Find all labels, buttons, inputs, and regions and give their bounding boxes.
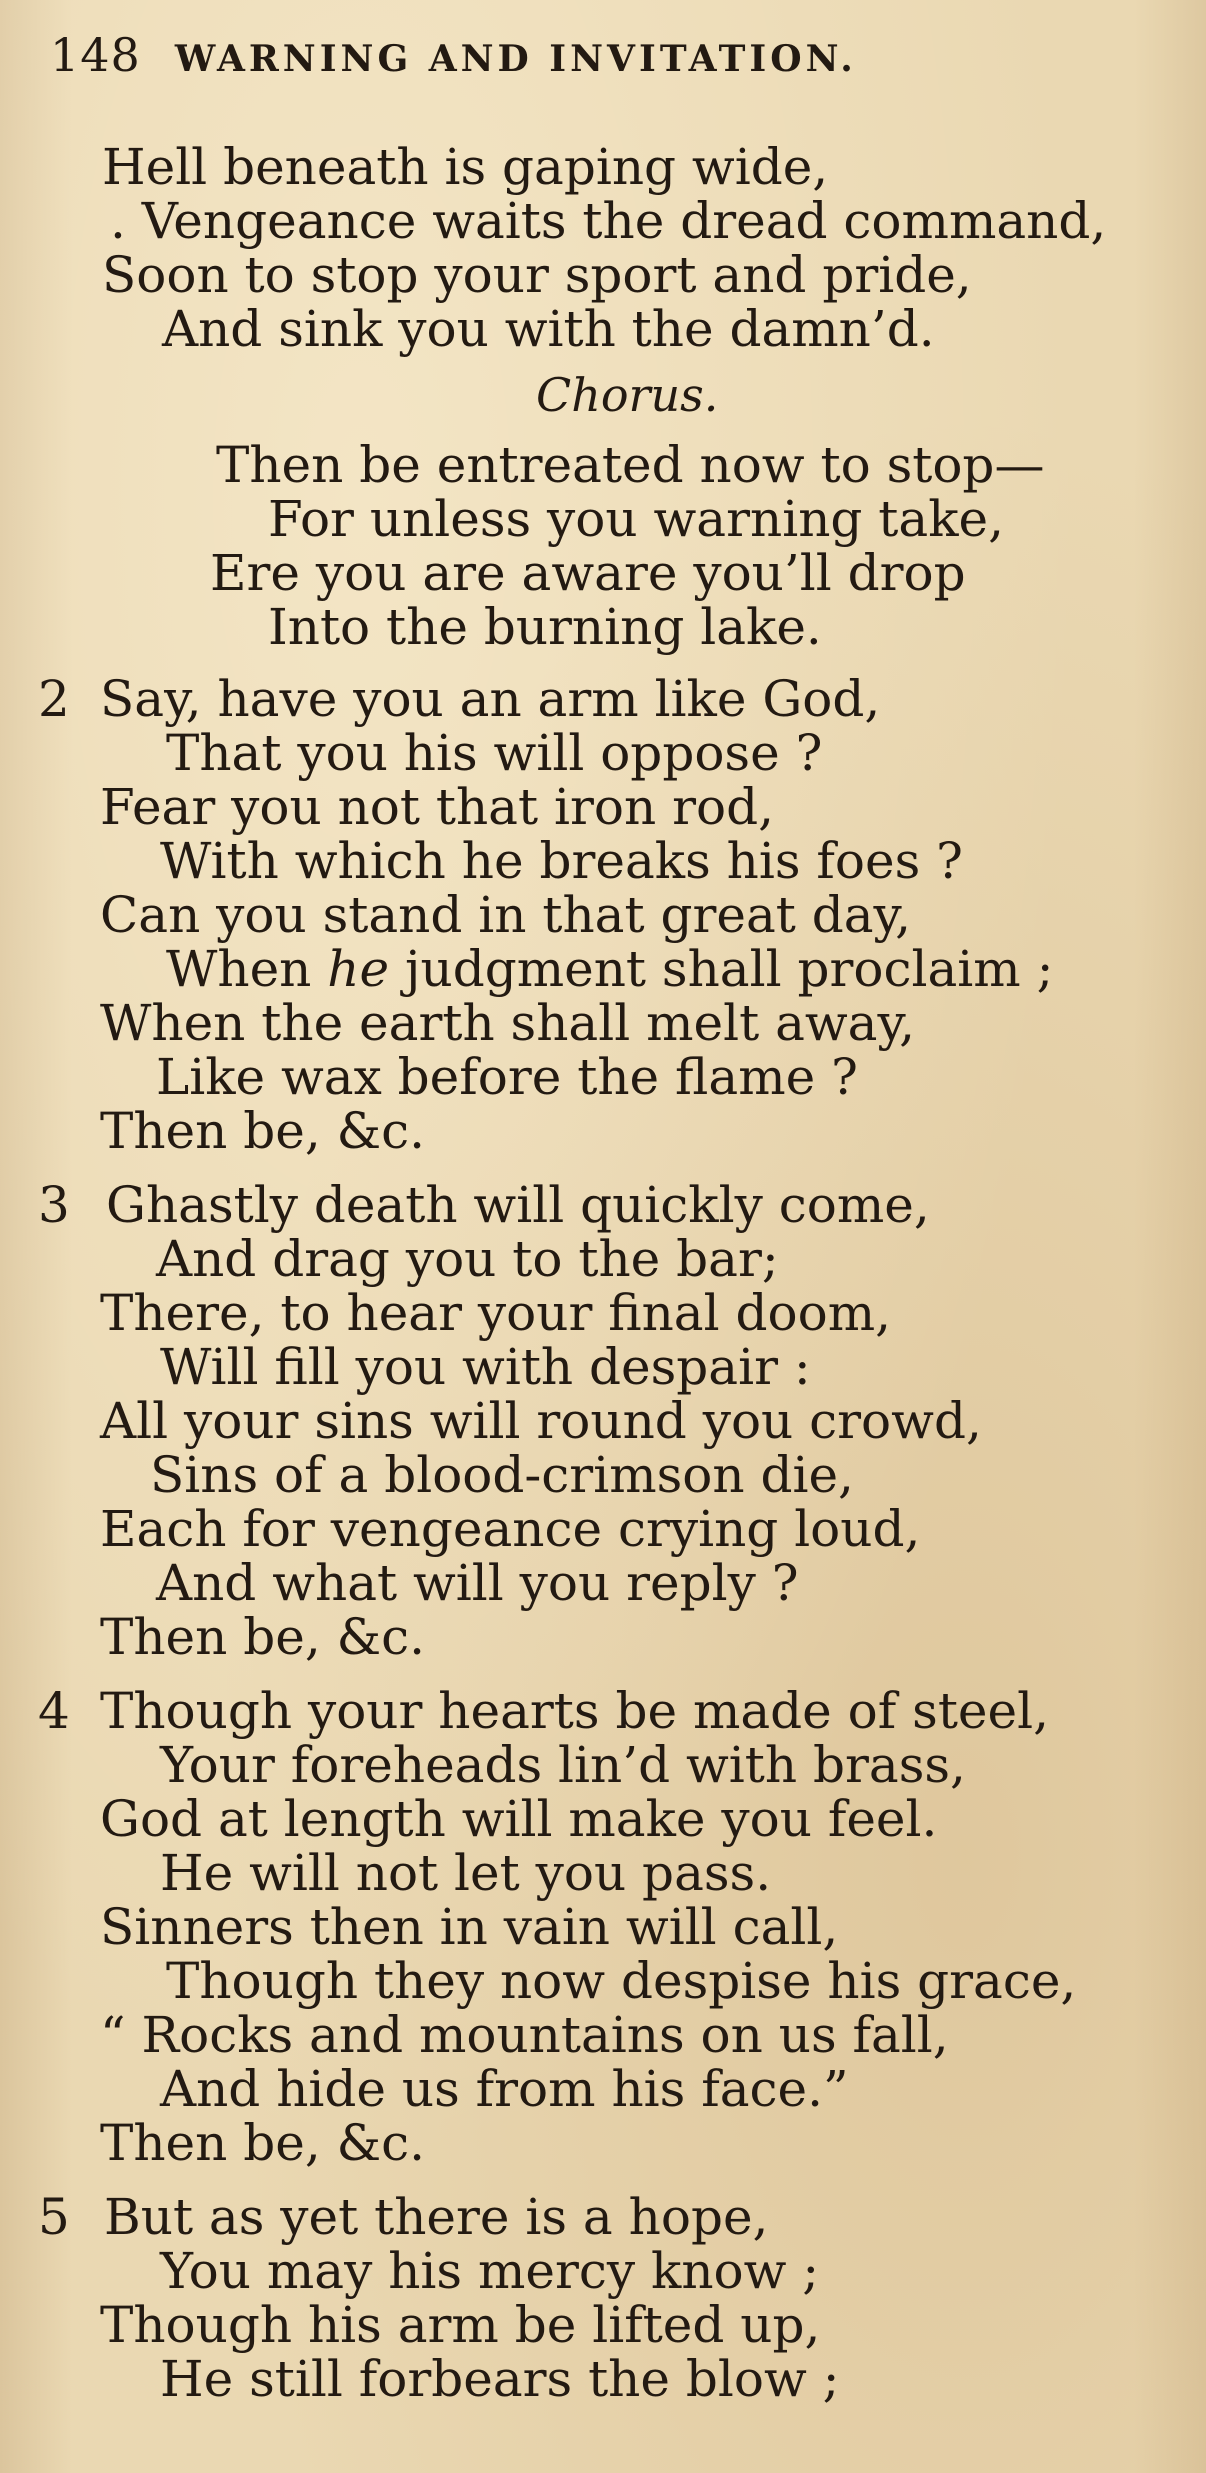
verse-line: Can you stand in that great day, — [100, 886, 912, 944]
refrain-line: Then be, &c. — [100, 1102, 426, 1160]
chorus-line: Then be entreated now to stop— — [216, 436, 1045, 494]
verse-line: All your sins will round you crowd, — [100, 1392, 982, 1450]
verse-line: And drag you to the bar; — [156, 1230, 779, 1288]
verse-line: With which he breaks his foes ? — [160, 832, 963, 890]
verse-line: And hide us from his face.” — [160, 2060, 849, 2118]
verse-line: “ Rocks and mountains on us fall, — [100, 2006, 949, 2064]
verse-line: Say, have you an arm like God, — [100, 670, 881, 728]
verse-line: But as yet there is a hope, — [104, 2188, 769, 2246]
verse-number: 5 — [38, 2188, 70, 2246]
verse-line: You may his mercy know ; — [160, 2242, 820, 2300]
verse-line: Though they now despise his grace, — [166, 1952, 1077, 2010]
verse-line: Your foreheads lin’d with brass, — [160, 1736, 966, 1794]
verse-line: And what will you reply ? — [156, 1554, 799, 1612]
verse-line: Though his arm be lifted up, — [100, 2296, 821, 2354]
italic-word: he — [327, 940, 390, 998]
verse-line: Fear you not that iron rod, — [100, 778, 774, 836]
page-number: 148 — [50, 28, 141, 82]
verse-line: Sins of a blood-crimson die, — [150, 1446, 854, 1504]
verse-line: God at length will make you feel. — [100, 1790, 938, 1848]
stanza-line: Hell beneath is gaping wide, — [102, 138, 829, 196]
verse-number: 4 — [38, 1682, 70, 1740]
stanza-line: . Vengeance waits the dread command, — [110, 192, 1107, 250]
refrain-line: Then be, &c. — [100, 2114, 426, 2172]
chorus-line: For unless you warning take, — [268, 490, 1004, 548]
verse-line: Each for vengeance crying loud, — [100, 1500, 921, 1558]
chorus-line: Ere you are aware you’ll drop — [210, 544, 966, 602]
verse-line: There, to hear your final doom, — [100, 1284, 892, 1342]
verse-line: That you his will oppose ? — [166, 724, 823, 782]
verse-line-rest: judgment shall proclaim ; — [405, 940, 1054, 998]
running-title: WARNING AND INVITATION. — [174, 38, 857, 80]
refrain-line: Then be, &c. — [100, 1608, 426, 1666]
verse-line: Though your hearts be made of steel, — [100, 1682, 1049, 1740]
verse-number: 2 — [38, 670, 70, 728]
verse-line-prefix: When — [166, 940, 312, 998]
chorus-heading: Chorus. — [536, 368, 719, 422]
stanza-line: Soon to stop your sport and pride, — [102, 246, 972, 304]
chorus-line: Into the burning lake. — [268, 598, 822, 656]
stanza-line: And sink you with the damn’d. — [162, 300, 935, 358]
page-header — [50, 28, 857, 88]
verse-line: Ghastly death will quickly come, — [106, 1176, 930, 1234]
verse-line: He still forbears the blow ; — [160, 2350, 840, 2408]
verse-line: He will not let you pass. — [160, 1844, 772, 1902]
verse-number: 3 — [38, 1176, 70, 1234]
verse-line-emphasis — [166, 942, 1053, 996]
verse-line: When the earth shall melt away, — [100, 994, 915, 1052]
verse-line: Like wax before the flame ? — [156, 1048, 858, 1106]
verse-line: Will fill you with despair : — [160, 1338, 811, 1396]
verse-line: Sinners then in vain will call, — [100, 1898, 839, 1956]
